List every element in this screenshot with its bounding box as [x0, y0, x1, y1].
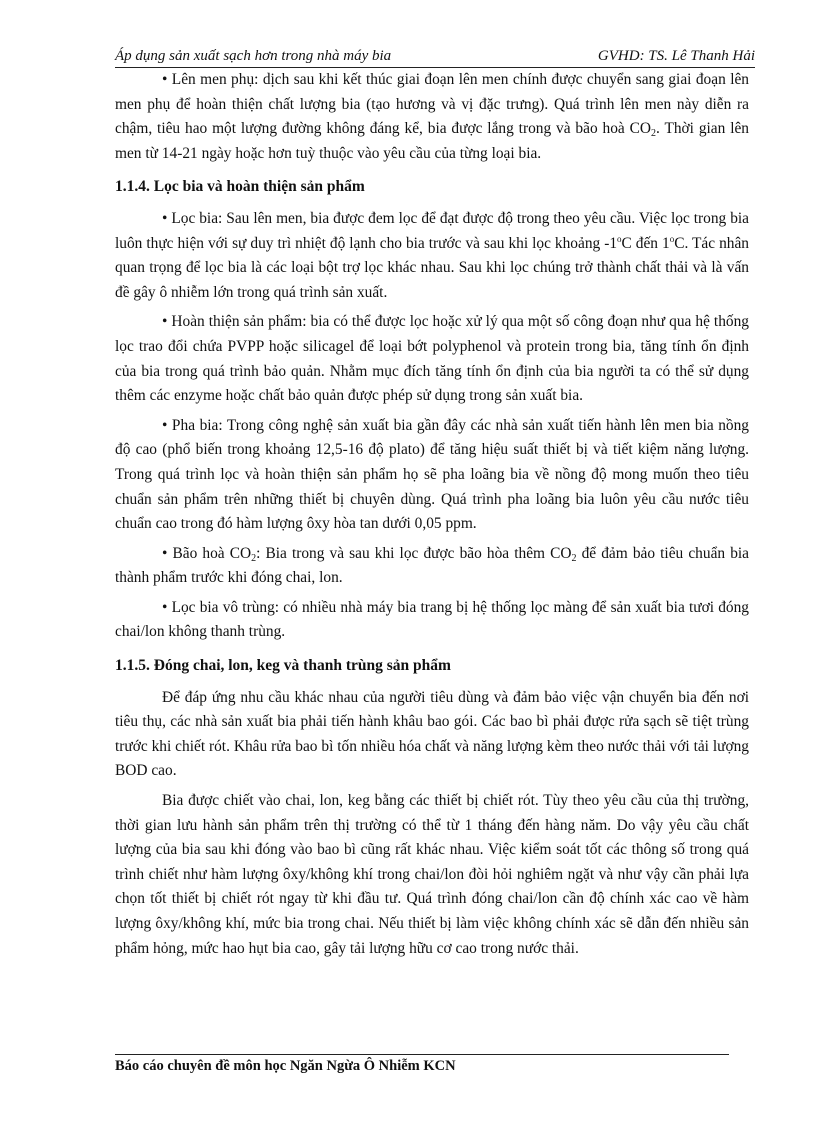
- paragraph-packaging: Để đáp ứng nhu cầu khác nhau của người tiêu dùng và đảm bảo việc vận chuyển bia đến nơi tiêu thụ, các nhà sản xuất bia phải tiến hành khâu bao gói. Các bao bì phải được rửa sạch sẽ tiệt trùng trước khi chiết rót. Khâu rửa bao bì tốn nhiều hóa chất và năng lượng kèm theo nước thải với tải lượng BOD cao.: [115, 688, 749, 780]
- paragraph-product-finishing: • Hoàn thiện sản phẩm: bia có thể được lọc hoặc xử lý qua một số công đoạn như qua hệ thống lọc trao đổi chứa PVPP hoặc silicagel để loại bớt polyphenol và protein trong bia, tăng tính ổn định của bia trong quá trình bảo quản. Nhằm mục đích tăng tính ổn định của bia người ta có thể sử dụng thêm các enzyme hoặc chất bảo quản được phép sử dụng trong sản xuất bia.: [115, 313, 749, 405]
- paragraph-beer-filtration: • Lọc bia: Sau lên men, bia được đem lọc để đạt được độ trong theo yêu cầu. Việc lọc trong bia luôn thực hiện với sự duy trì nhiệt độ lạnh cho bia trước và sau khi lọc khoảng -1$^o$C đến 1$^o$C. Tác nhân quan trọng để lọc bia là các loại bột trợ lọc khác nhau. Sau khi lọc chúng trở thành chất thải và là vấn đề gây ô nhiễm lớn trong quá trình sản xuất.: [115, 209, 749, 301]
- paragraph-secondary-fermentation: • Lên men phụ: dịch sau khi kết thúc giai đoạn lên men chính được chuyển sang giai đoạn lên men phụ để hoàn thiện chất lượng bia (tạo hương và vị đặc trưng). Quá trình lên men này diễn ra chậm, tiêu hao một lượng đường không đáng kể, bia được lắng trong và bão hoà $CO_2$. Thời gian lên men từ 14-21 ngày hoặc hơn tuỳ thuộc vào yêu cầu của từng loại bia.: [115, 71, 749, 162]
- paragraph-beer-dilution: • Pha bia: Trong công nghệ sản xuất bia gần đây các nhà sản xuất tiến hành lên men bia nồng độ cao (phổ biến trong khoảng 12,5-16 độ plato) để tăng hiệu suất thiết bị và tiết kiệm năng lượng. Trong quá trình lọc và hoàn thiện sản phẩm họ sẽ pha loãng bia về nồng độ mong muốn theo tiêu chuẩn sản phẩm trên những thiết bị chuyên dùng. Quá trình pha loãng bia luôn yêu cầu nước tiêu chuẩn cao trong đó hàm lượng ôxy hòa tan dưới 0,05 ppm.: [115, 416, 749, 533]
- header-advisor: GVHD: TS. Lê Thanh Hải: [597, 48, 755, 64]
- paragraph-co2-saturation: • Bão hoà $CO_2$: Bia trong và sau khi lọc được bão hòa thêm $CO_2$ để đảm bảo tiêu chuẩn bia thành phẩm trước khi đóng chai, lon.: [115, 544, 749, 587]
- page-body: [115, 68, 749, 966]
- page-header: [115, 45, 755, 68]
- footer-divider: [115, 1054, 729, 1055]
- page-footer: Báo cáo chuyên đề môn học Ngăn Ngừa Ô Nhiễm KCN: [115, 1058, 456, 1074]
- paragraph-sterile-filtration: • Lọc bia vô trùng: có nhiều nhà máy bia trang bị hệ thống lọc màng để sản xuất bia tươi đóng chai/lon không thanh trùng.: [115, 598, 749, 641]
- header-title: Áp dụng sản xuất sạch hơn trong nhà máy bia: [115, 48, 392, 64]
- section-heading-1-1-5: 1.1.5. Đóng chai, lon, keg và thanh trùng sản phẩm: [115, 657, 451, 675]
- section-heading-1-1-4: 1.1.4. Lọc bia và hoàn thiện sản phẩm: [115, 178, 365, 196]
- paragraph-filling: Bia được chiết vào chai, lon, keg bằng các thiết bị chiết rót. Tùy theo yêu cầu của thị trường, thời gian lưu hành sản phẩm trên thị trường có thể từ 1 tháng đến hàng năm. Do vậy yêu cầu chất lượng của bia sau khi đóng vào bao bì cũng rất khác nhau. Việc kiểm soát tốt các thông số trong quá trình chiết như hàm lượng ôxy/không khí trong chai/lon đòi hỏi nghiêm ngặt và như vậy cần phải lựa chọn tốt thiết bị chiết rót ngay từ khi đầu tư. Quá trình đóng chai/lon cần độ chính xác cao về hàm lượng ôxy/không khí, mức bia trong chai. Nếu thiết bị làm việc không chính xác sẽ dẫn đến nhiều sản phẩm hỏng, mức hao hụt bia cao, gây tải lượng hữu cơ cao trong nước thải.: [115, 792, 749, 957]
